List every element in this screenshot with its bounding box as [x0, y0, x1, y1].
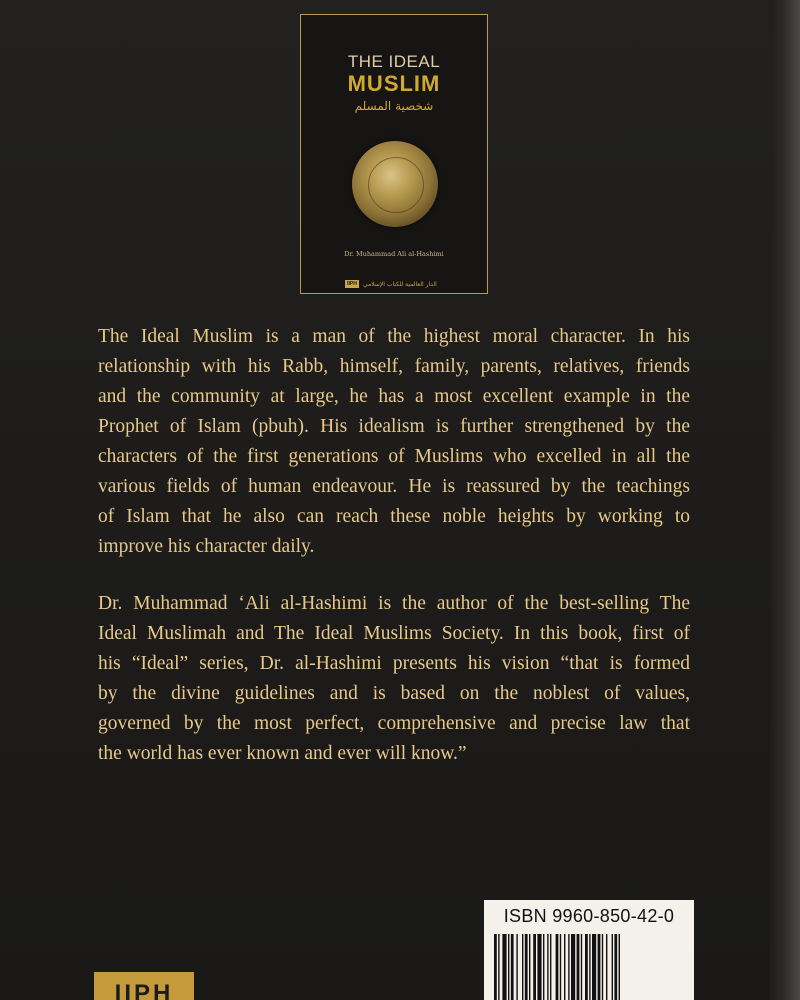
blurb-paragraph-2 — [98, 589, 690, 769]
blurb-line: Ideal Muslimah and The Ideal Muslims Society. In this book, first of — [98, 623, 690, 644]
front-cover-thumbnail — [300, 14, 488, 294]
ornamental-bowl-image — [352, 141, 438, 227]
barcode-bar — [522, 934, 523, 1000]
barcode-bar — [508, 934, 509, 1000]
barcode-bar — [560, 934, 561, 1000]
barcode-bar — [592, 934, 596, 1000]
barcode-bar — [533, 934, 536, 1000]
barcode-bar — [494, 934, 497, 1000]
isbn-number: ISBN 9960-850-42-0 — [503, 906, 675, 926]
barcode-bar — [516, 934, 517, 1000]
spine-edge — [770, 0, 800, 1000]
blurb-line: Dr. Muhammad ‘Ali al-Hashimi is the author of the best-selling The — [98, 593, 690, 614]
blurb-line: of Islam that he also can reach these noble heights by working to — [98, 506, 690, 527]
barcode-bar — [550, 934, 551, 1000]
thumbnail-publisher-arabic: الدار العالمية للكتاب الإسلامي — [363, 280, 437, 288]
barcode-bar — [556, 934, 559, 1000]
publisher-logo-text: IIPH — [114, 980, 174, 1000]
blurb-line: Prophet of Islam (pbuh). His idealism is further strengthened by the — [98, 416, 690, 437]
thumbnail-author: Dr. Muhammad Ali al-Hashimi — [344, 250, 444, 258]
barcode-bar — [529, 934, 530, 1000]
barcode-bar — [525, 934, 528, 1000]
blurb-line: his “Ideal” series, Dr. al-Hashimi presents his vision “that is formed — [98, 653, 690, 674]
barcode-bar — [606, 934, 607, 1000]
blurb-line: the world has ever known and ever will know.” — [98, 743, 467, 764]
barcode-bar — [589, 934, 590, 1000]
barcode-bar — [543, 934, 544, 1000]
bowl-inner-ring — [368, 157, 424, 213]
barcode-bar — [568, 934, 569, 1000]
barcode-bar — [564, 934, 565, 1000]
isbn-barcode-block — [484, 900, 694, 1000]
barcode-bar — [577, 934, 580, 1000]
barcode-bar — [511, 934, 514, 1000]
barcode-bar — [614, 934, 617, 1000]
thumbnail-title-line2: MUSLIM — [347, 71, 441, 96]
barcode-bar — [498, 934, 499, 1000]
publisher-logo — [94, 972, 194, 1000]
barcode-bar — [619, 934, 620, 1000]
blurb-line: by the divine guidelines and is based on the noblest of values, — [98, 683, 690, 704]
blurb-line: improve his character daily. — [98, 536, 315, 557]
barcode-bar — [598, 934, 601, 1000]
blurb-line: relationship with his Rabb, himself, family, parents, relatives, friends — [98, 356, 690, 377]
barcode-bar — [585, 934, 588, 1000]
barcode-bar — [581, 934, 582, 1000]
barcode-bar — [612, 934, 613, 1000]
blurb-line: and the community at large, he has a most excellent example in the — [98, 386, 690, 407]
blurb-line: governed by the most perfect, comprehensive and precise law that — [98, 713, 690, 734]
blurb-line: various fields of human endeavour. He is reassured by the teachings — [98, 476, 690, 497]
thumbnail-title-line1: THE IDEAL — [347, 52, 441, 71]
barcode-bar — [502, 934, 506, 1000]
blurb-paragraph-1 — [98, 322, 690, 562]
blurb-line: The Ideal Muslim is a man of the highest moral character. In his — [98, 326, 690, 347]
barcode-bar — [602, 934, 603, 1000]
barcode — [494, 934, 684, 1000]
thumbnail-publisher-logo: IIPH — [345, 280, 359, 288]
barcode-bar — [571, 934, 575, 1000]
barcode-bar — [547, 934, 548, 1000]
thumbnail-arabic-title: شخصية المسلم — [354, 99, 434, 113]
thumbnail-publisher — [345, 279, 445, 289]
barcode-bar — [537, 934, 541, 1000]
blurb-line: characters of the first generations of Muslims who excelled in all the — [98, 446, 690, 467]
